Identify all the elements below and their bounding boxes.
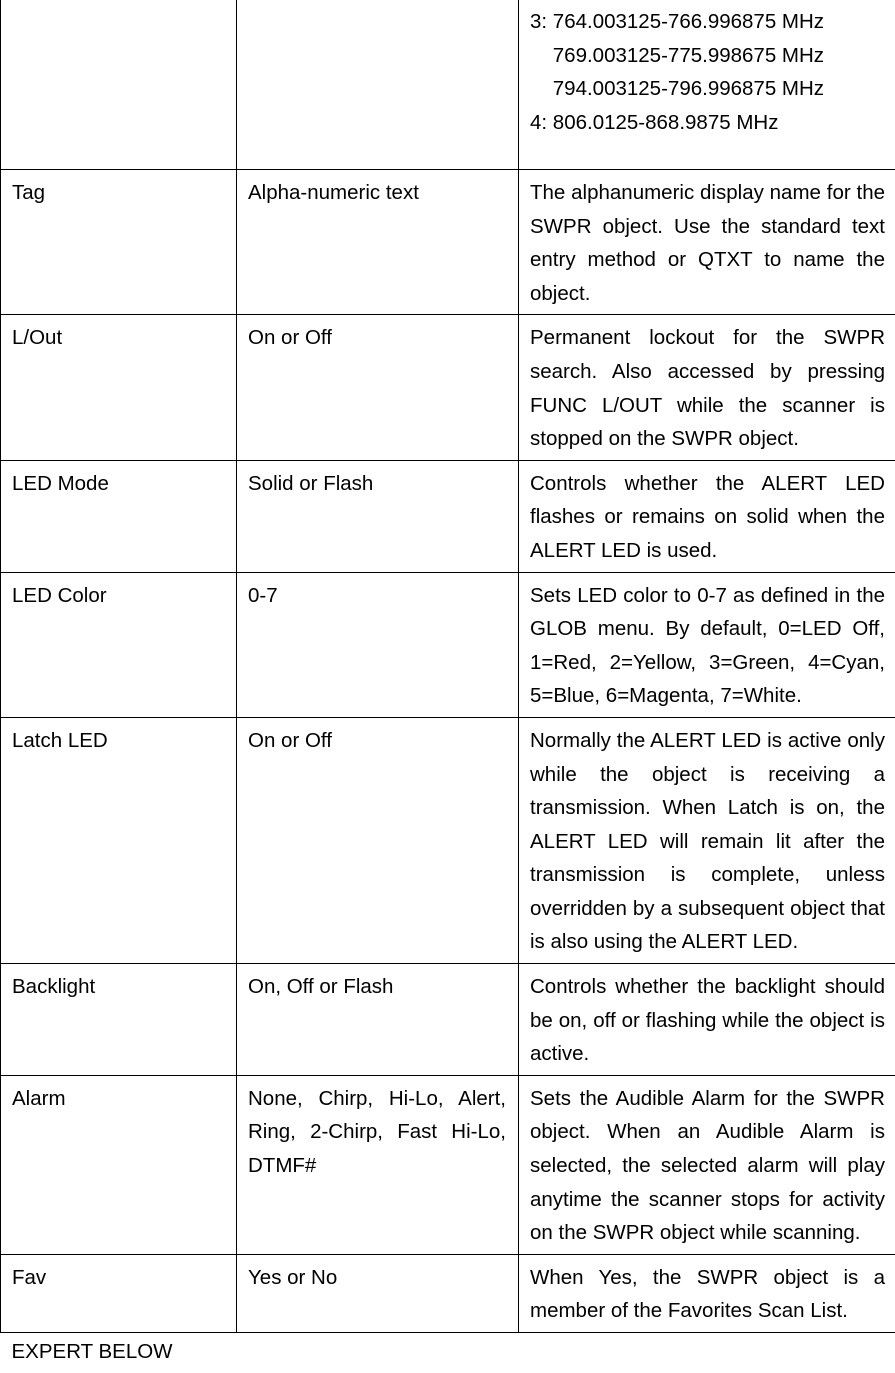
setting-description: Sets LED color to 0-7 as defined in the GLOB menu. By default, 0=LED Off, 1=Red, 2=Yellow, 3=Green, 4=Cyan, 5=Blue, 6=Magenta, 7=White. <box>519 572 895 717</box>
table-row-alarm <box>1 1075 895 1254</box>
setting-cell-empty <box>1 0 237 170</box>
setting-values: On, Off or Flash <box>237 964 519 1076</box>
setting-description: Normally the ALERT LED is active only while the object is receiving a transmission. When Latch is on, the ALERT LED will remain lit after the transmission is complete, unless overridden by a subsequent object that is also using the ALERT LED. <box>519 717 895 963</box>
values-cell-empty <box>237 0 519 170</box>
setting-values: Solid or Flash <box>237 460 519 572</box>
frequency-line: 4: 806.0125-868.9875 MHz <box>530 106 885 140</box>
table-row-lockout <box>1 315 895 460</box>
setting-name: Backlight <box>1 964 237 1076</box>
table-row-frequency-continuation <box>1 0 895 170</box>
setting-name: LED Mode <box>1 460 237 572</box>
setting-description: When Yes, the SWPR object is a member of the Favorites Scan List. <box>519 1254 895 1332</box>
setting-name: L/Out <box>1 315 237 460</box>
setting-name: Alarm <box>1 1075 237 1254</box>
table-row-backlight <box>1 964 895 1076</box>
setting-values: None, Chirp, Hi-Lo, Alert, Ring, 2-Chirp, Fast Hi-Lo, DTMF# <box>237 1075 519 1254</box>
frequency-line: 769.003125-775.998675 MHz <box>530 39 885 73</box>
frequency-line: 3: 764.003125-766.996875 MHz <box>530 5 885 39</box>
section-heading-expert: EXPERT BELOW <box>1 1333 895 1373</box>
table-row-latch-led <box>1 717 895 963</box>
setting-values: Yes or No <box>237 1254 519 1332</box>
table-row-favorites <box>1 1254 895 1332</box>
setting-values: Alpha-numeric text <box>237 170 519 315</box>
setting-description: Controls whether the backlight should be on, off or flashing while the object is active. <box>519 964 895 1076</box>
setting-name: Tag <box>1 170 237 315</box>
table-row-tag <box>1 170 895 315</box>
frequency-line: 794.003125-796.996875 MHz <box>530 72 885 106</box>
setting-name: LED Color <box>1 572 237 717</box>
setting-values: 0-7 <box>237 572 519 717</box>
setting-description: Sets the Audible Alarm for the SWPR object. When an Audible Alarm is selected, the selected alarm will play anytime the scanner stops for activity on the SWPR object while scanning. <box>519 1075 895 1254</box>
table-row-led-mode <box>1 460 895 572</box>
setting-name: Latch LED <box>1 717 237 963</box>
setting-description: Permanent lockout for the SWPR search. Also accessed by pressing FUNC L/OUT while the scanner is stopped on the SWPR object. <box>519 315 895 460</box>
table-row-led-color <box>1 572 895 717</box>
setting-values: On or Off <box>237 315 519 460</box>
setting-name: Fav <box>1 1254 237 1332</box>
table-row-expert-heading <box>1 1333 895 1373</box>
setting-description: The alphanumeric display name for the SWPR object. Use the standard text entry method or QTXT to name the object. <box>519 170 895 315</box>
frequency-ranges-cell <box>519 0 895 170</box>
setting-values: On or Off <box>237 717 519 963</box>
setting-description: Controls whether the ALERT LED flashes or remains on solid when the ALERT LED is used. <box>519 460 895 572</box>
